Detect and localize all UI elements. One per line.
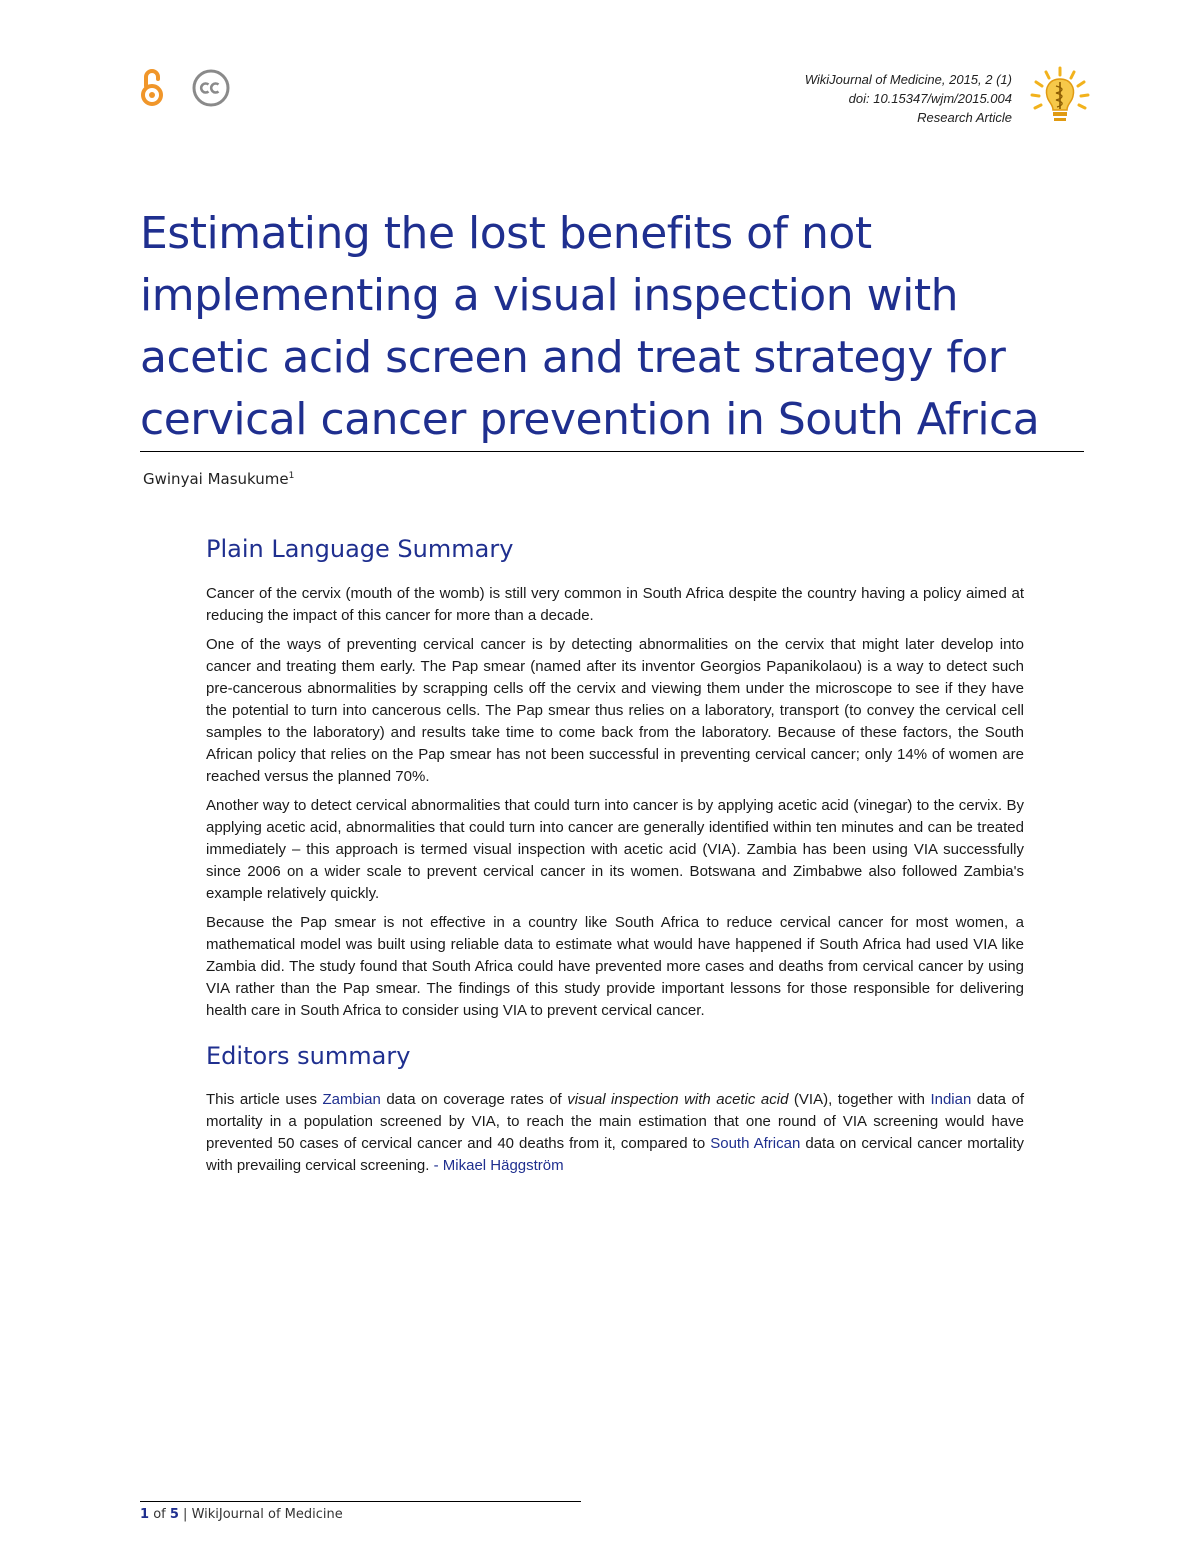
link-indian[interactable]: Indian <box>930 1091 972 1108</box>
affiliation-mark: 1 <box>288 471 295 481</box>
page-of: of <box>153 1507 166 1522</box>
article-title: Estimating the lost benefits of not implementing a visual inspection with acetic acid screen and treat strategy for cervical cancer prevention in South Africa <box>140 208 1040 445</box>
editor-signature-link[interactable]: - Mikael Häggström <box>433 1157 564 1174</box>
editors-summary-heading: Editors summary <box>206 1042 411 1070</box>
editors-summary-paragraph <box>206 1089 1024 1177</box>
title-divider <box>140 451 1084 452</box>
page-current: 1 <box>140 1507 150 1522</box>
editors-summary-body <box>206 1089 1024 1184</box>
open-access-icon <box>137 66 167 108</box>
article-type: Research Article <box>917 110 1012 125</box>
plain-summary-paragraph: Because the Pap smear is not effective in a country like South Africa to reduce cervical cancer for most women, a mathematical model was built using reliable data to estimate what would have happened if South Africa had used VIA like Zambia did. The study found that South Africa could have prevented more cases and deaths from cervical cancer by using VIA rather than the Pap smear. The findings of this study provide important lessons for those responsible for delivering health care in South Africa to consider using VIA to prevent cervical cancer. <box>206 914 1024 1019</box>
page-total: 5 <box>169 1507 179 1522</box>
journal-citation: WikiJournal of Medicine, 2015, 2 (1) <box>804 72 1012 87</box>
plain-summary-heading: Plain Language Summary <box>206 535 514 563</box>
footer-journal: WikiJournal of Medicine <box>191 1507 343 1522</box>
footer-separator: | <box>183 1507 188 1522</box>
editors-text: data of mortality in a population screened by VIA, to reach the main estimation that one round of VIA screening would have prevented 50 cases of cervical cancer and 40 deaths from it, compared to <box>206 1091 1024 1152</box>
editors-text: data on cervical cancer mortality with prevailing cervical screening. <box>206 1135 1024 1174</box>
footer-divider <box>140 1501 581 1502</box>
editors-text-italic: visual inspection with acetic acid <box>567 1091 789 1108</box>
author-line <box>143 470 294 488</box>
editors-text: This article uses <box>206 1091 323 1108</box>
plain-summary-paragraph: One of the ways of preventing cervical cancer is by detecting abnormalities on the cervix that might later develop into cancer and treating them early. The Pap smear (named after its inventor Georgios Papanikolaou) is a way to detect such pre-cancerous abnormalities by scrapping cells off the cervix and viewing them under the microscope to see if they have the potential to turn into cancerous cells. The Pap smear thus relies on a laboratory, transport (to convey the cervical cell samples to the laboratory) and results take time to come back from the laboratory. Because of these factors, the South African policy that relies on the Pap smear has not been successful in preventing cervical cancer; only 14% of women are reached versus the planned 70%. <box>206 636 1024 785</box>
plain-summary-body <box>206 583 1024 1029</box>
link-zambian[interactable]: Zambian <box>322 1091 381 1108</box>
wikijournal-logo <box>1026 64 1094 128</box>
plain-summary-paragraph: Cancer of the cervix (mouth of the womb) is still very common in South Africa despite the country having a policy aimed at reducing the impact of this cancer for more than a decade. <box>206 585 1024 624</box>
creative-commons-icon <box>191 68 231 108</box>
page-footer <box>140 1507 343 1522</box>
plain-summary-paragraph: Another way to detect cervical abnormalities that could turn into cancer is by applying acetic acid (vinegar) to the cervix. By applying acetic acid, abnormalities that could turn into cancer are generally identified within ten minutes and can be treated immediately – this approach is termed visual inspection with acetic acid (VIA). Zambia has been using VIA successfully since 2006 on a wider scale to prevent cervical cancer in its women. Botswana and Zimbabwe also followed Zambia's example relatively quickly. <box>206 797 1024 902</box>
editors-text: (VIA), together with <box>788 1091 931 1108</box>
journal-info <box>805 70 1012 127</box>
author-name[interactable]: Gwinyai Masukume <box>143 470 289 488</box>
link-south-african[interactable]: South African <box>710 1135 801 1152</box>
editors-text: data on coverage rates of <box>380 1091 568 1108</box>
doi[interactable]: doi: 10.15347/wjm/2015.004 <box>848 91 1012 106</box>
